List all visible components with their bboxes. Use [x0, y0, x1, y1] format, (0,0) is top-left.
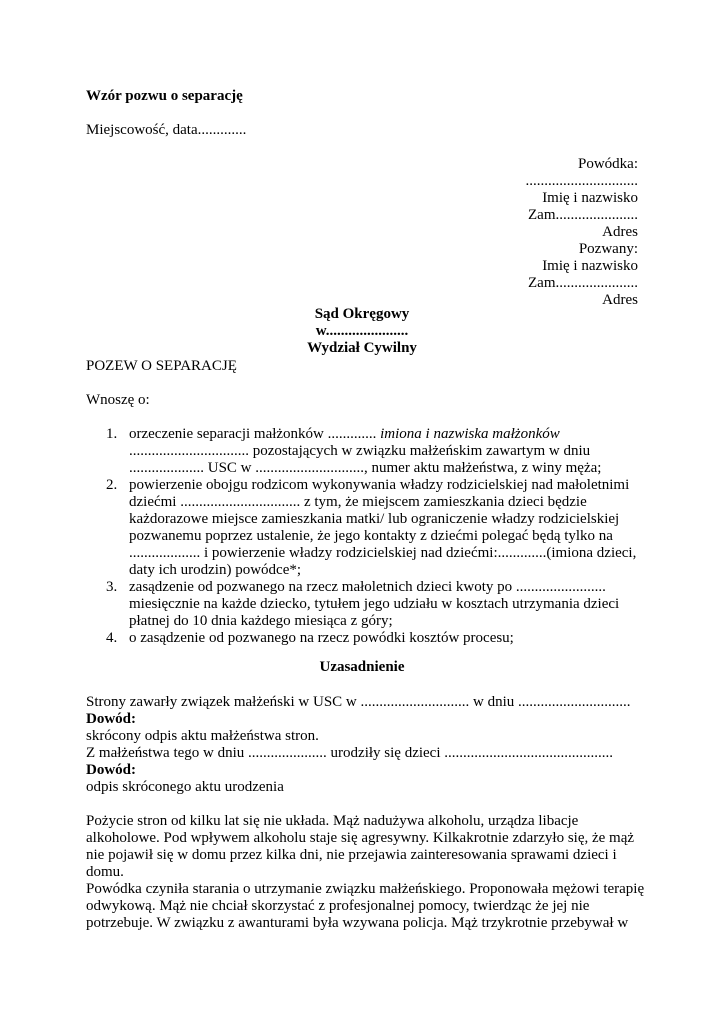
marriage-paragraph: Strony zawarły związek małżeński w USC w ............................. w dniu .............................. — [86, 694, 631, 710]
children-paragraph: Z małżeństwa tego w dniu ..................... urodziły się dzieci ............................................. — [86, 745, 613, 761]
justification-heading: Uzasadnienie — [319, 659, 405, 675]
proof-label: Dowód: — [86, 762, 137, 778]
plaintiff-residence: Zam...................... — [528, 207, 638, 223]
claims-list — [86, 426, 646, 647]
court-block — [0, 306, 724, 357]
claim-line: .................... USC w ............................., numer aktu małżeństwa, z winy męża; — [129, 460, 602, 476]
paragraph-line: potrzebuje. W związku z awanturami była wzywana policja. Mąż trzykrotnie przebywał w — [86, 915, 629, 931]
paragraph-line: Pożycie stron od kilku lat się nie układa. Mąż nadużywa alkoholu, urządza libacje — [86, 813, 579, 829]
claim-line: powierzenie obojgu rodzicom wykonywania władzy rodzicielskiej nad małoletnimi — [129, 477, 630, 493]
claim-item — [86, 579, 646, 630]
claim-line: ................... i powierzenie władzy rodzicielskiej nad dziećmi:.............(imiona dzieci, — [129, 545, 637, 561]
document-heading: POZEW O SEPARACJĘ — [86, 358, 237, 374]
claim-line: zasądzenie od pozwanego na rzecz małoletnich dzieci kwoty po ........................ — [129, 579, 606, 595]
claim-number: 1. — [106, 426, 118, 442]
claim-text: orzeczenie separacji małżonków ............. — [129, 426, 381, 442]
plaintiff-address: Adres — [602, 224, 638, 240]
place-date: Miejscowość, data............. — [86, 122, 247, 138]
claim-item — [86, 426, 646, 477]
paragraph-line: odwykową. Mąż nie chciał skorzystać z profesjonalnej pomocy, twierdząc że jej nie — [86, 898, 590, 914]
claim-italic-text: imiona i nazwiska małżonków — [380, 426, 560, 442]
claim-line: pozwanemu poprzez ustalenie, że jego kontakty z dziećmi polegać będą tylko na — [129, 528, 613, 544]
paragraph-gap — [86, 796, 646, 813]
proof-label: Dowód: — [86, 711, 137, 727]
proof-text: skrócony odpis aktu małżeństwa stron. — [86, 728, 319, 744]
plaintiff-label: Powódka: — [578, 156, 638, 172]
plaintiff-dots: .............................. — [525, 173, 638, 189]
justification-body — [86, 694, 646, 932]
proof-text: odpis skróconego aktu urodzenia — [86, 779, 284, 795]
court-city: w...................... — [315, 323, 409, 339]
parties-block — [338, 156, 638, 309]
claim-line: o zasądzenie od pozwanego na rzecz powódki kosztów procesu; — [129, 630, 514, 646]
court-name: Sąd Okręgowy — [314, 306, 410, 322]
claim-line: ................................ pozostających w związku małżeńskim zawartym w dniu — [129, 443, 591, 459]
plaintiff-name: Imię i nazwisko — [542, 190, 638, 206]
claim-number: 4. — [106, 630, 118, 646]
claim-line: każdorazowe miejsce zamieszkania matki/ lub ograniczenie władzy rodzicielskiej — [129, 511, 620, 527]
defendant-residence: Zam...................... — [528, 275, 638, 291]
claim-line: miesięcznie na każde dziecko, tytułem jego udziału w kosztach utrzymania dzieci — [129, 596, 620, 612]
claim-line — [129, 426, 646, 443]
claim-number: 3. — [106, 579, 118, 595]
claim-item — [86, 630, 646, 647]
defendant-name: Imię i nazwisko — [542, 258, 638, 274]
claim-item — [86, 477, 646, 579]
claim-number: 2. — [106, 477, 118, 493]
claim-line: płatnej do 10 dnia każdego miesiąca z góry; — [129, 613, 393, 629]
claim-line: dziećmi ................................ z tym, że miejscem zamieszkania dzieci będzie — [129, 494, 587, 510]
claim-line: daty ich urodzin) powódce*; — [129, 562, 302, 578]
paragraph-line: alkoholowe. Pod wpływem alkoholu staje się agresywny. Kilkakrotnie zdarzyło się, że mąż — [86, 830, 635, 846]
paragraph-line: Powódka czyniła starania o utrzymanie związku małżeńskiego. Proponowała mężowi terapię — [86, 881, 645, 897]
request-intro: Wnoszę o: — [86, 392, 150, 408]
defendant-label: Pozwany: — [578, 241, 638, 257]
defendant-address: Adres — [602, 292, 638, 308]
paragraph-line: nie pojawił się w domu przez kilka dni, nie przejawia zainteresowania sprawami dzieci i — [86, 847, 617, 863]
document-title: Wzór pozwu o separację — [86, 88, 243, 104]
paragraph-line: domu. — [86, 864, 124, 880]
court-division: Wydział Cywilny — [307, 340, 417, 356]
